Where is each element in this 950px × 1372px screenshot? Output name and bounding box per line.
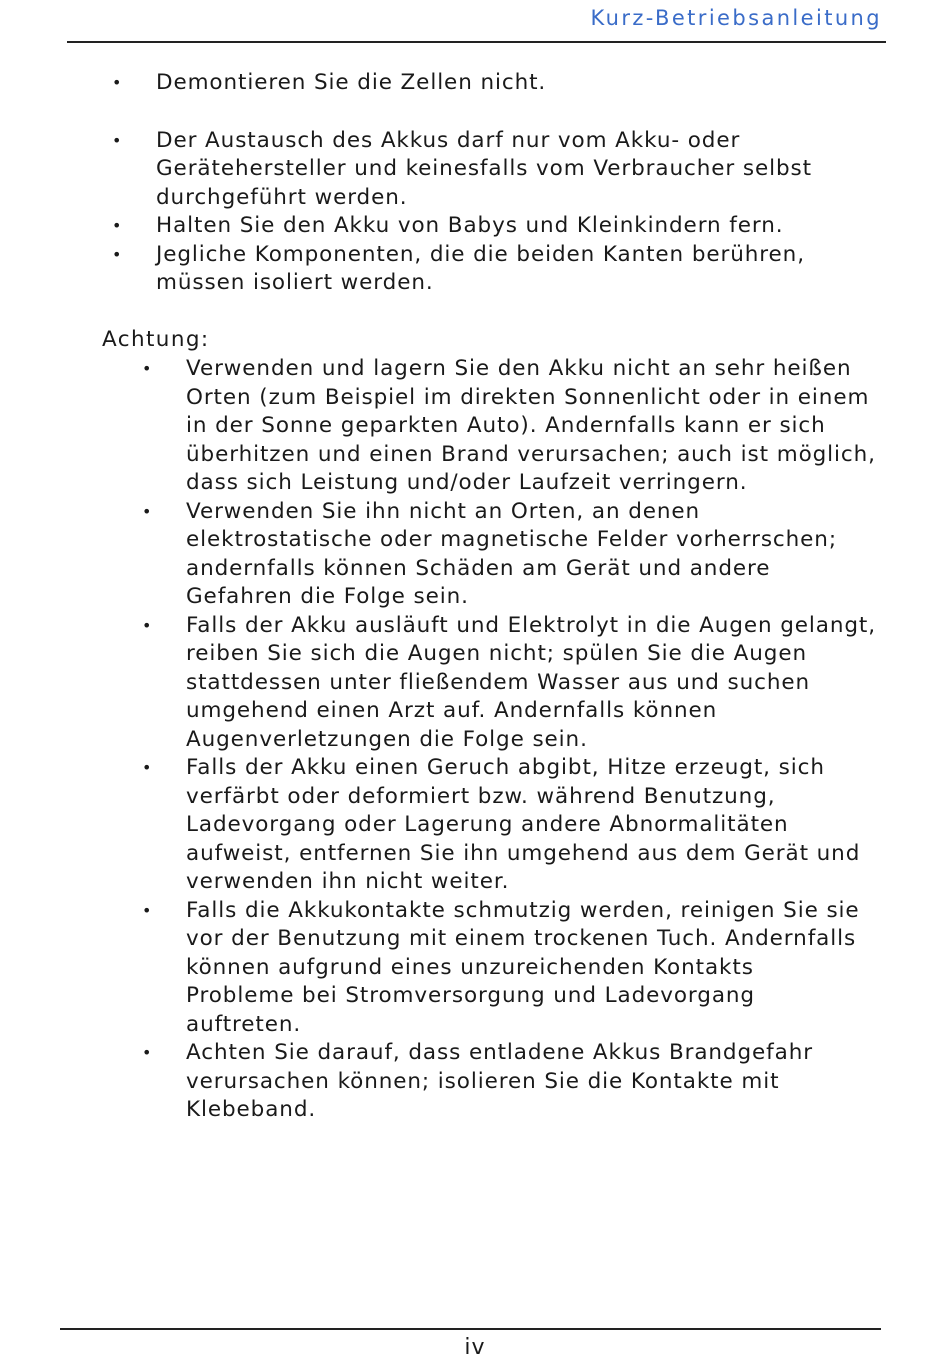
list-item (142, 754, 876, 897)
list-item-line: Halten Sie den Akku von Babys und Kleinkindern fern. (156, 213, 784, 238)
bullet-icon: • (142, 1043, 153, 1062)
list-item-line: aufweist, entfernen Sie ihn umgehend aus dem Gerät und (186, 840, 861, 866)
list-item (112, 127, 812, 213)
list-item-line: Verwenden und lagern Sie den Akku nicht an sehr heißen (186, 356, 852, 381)
list-item (142, 355, 876, 498)
running-header-title: Kurz-Betriebsanleitung (590, 6, 882, 30)
list-item-line: durchgeführt werden. (156, 184, 408, 210)
list-item-line: Falls der Akku ausläuft und Elektrolyt in die Augen gelangt, (186, 612, 876, 638)
list-item-line: andernfalls können Schäden am Gerät und andere (186, 555, 771, 581)
list-item-line: verwenden ihn nicht weiter. (186, 869, 510, 894)
list-item-line: Ladevorgang oder Lagerung andere Abnormalitäten (186, 812, 789, 837)
bullet-icon: • (142, 359, 153, 378)
list-item-line: verfärbt oder deformiert bzw. während Benutzung, (186, 783, 776, 809)
list-item-line: Falls der Akku einen Geruch abgibt, Hitze erzeugt, sich (186, 755, 825, 780)
bullet-icon: • (112, 244, 123, 264)
bullet-icon: • (142, 758, 153, 777)
list-item-line: Der Austausch des Akkus darf nur vom Akku- oder (156, 127, 741, 153)
list-item-line: elektrostatische oder magnetische Felder vorherrschen; (186, 527, 837, 552)
caution-heading: Achtung: (102, 327, 210, 352)
bullet-icon: • (142, 615, 153, 635)
list-item-line: dass sich Leistung und/oder Laufzeit verringern. (186, 470, 748, 495)
list-item-line: können aufgrund eines unzureichenden Kontakts (186, 954, 754, 980)
list-item-line: umgehend einen Arzt auf. Andernfalls können (186, 698, 718, 723)
caution-list (142, 355, 876, 1125)
list-item-line: Jegliche Komponenten, die die beiden Kanten berühren, (156, 241, 805, 267)
list-item-line: Gefahren die Folge sein. (186, 584, 469, 609)
list-item-line: vor der Benutzung mit einem trockenen Tuch. Andernfalls (186, 926, 857, 951)
footer-divider (60, 1328, 881, 1330)
list-item-line: in der Sonne geparkten Auto). Andernfalls kann er sich (186, 413, 826, 438)
list-item-line: Klebeband. (186, 1097, 317, 1122)
page-number: iv (464, 1335, 486, 1360)
bullet-icon: • (112, 216, 123, 235)
list-item-line: Demontieren Sie die Zellen nicht. (156, 70, 547, 95)
list-item (112, 241, 812, 298)
list-item-line: reiben Sie sich die Augen nicht; spülen Sie die Augen (186, 641, 807, 666)
bullet-icon: • (142, 900, 153, 920)
list-item-line: Probleme bei Stromversorgung und Ladevorgang (186, 983, 755, 1008)
safety-list-top (112, 69, 812, 298)
list-item-line: stattdessen unter fließendem Wasser aus und suchen (186, 669, 811, 695)
bullet-icon: • (112, 73, 123, 92)
list-item-line: Augenverletzungen die Folge sein. (186, 726, 588, 752)
bullet-icon: • (142, 501, 153, 521)
list-item (142, 498, 876, 612)
list-item (142, 1039, 876, 1125)
list-item-line: Achten Sie darauf, dass entladene Akkus Brandgefahr (186, 1040, 813, 1065)
list-item-line: Orten (zum Beispiel im direkten Sonnenlicht oder in einem (186, 384, 870, 410)
list-item-line: überhitzen und einen Brand verursachen; auch ist möglich, (186, 441, 876, 467)
list-item (112, 69, 812, 98)
list-item-line: verursachen können; isolieren Sie die Kontakte mit (186, 1068, 780, 1094)
header-divider (67, 41, 886, 43)
list-item (112, 212, 812, 241)
list-item-line: auftreten. (186, 1011, 302, 1037)
list-item-line: müssen isoliert werden. (156, 270, 434, 295)
list-item-line: Gerätehersteller und keinesfalls vom Verbraucher selbst (156, 156, 812, 181)
list-item (142, 612, 876, 755)
list-item-line: Falls die Akkukontakte schmutzig werden, reinigen Sie sie (186, 897, 860, 923)
list-item (142, 897, 876, 1040)
list-item-line: Verwenden Sie ihn nicht an Orten, an denen (186, 498, 701, 524)
bullet-icon: • (112, 130, 123, 150)
